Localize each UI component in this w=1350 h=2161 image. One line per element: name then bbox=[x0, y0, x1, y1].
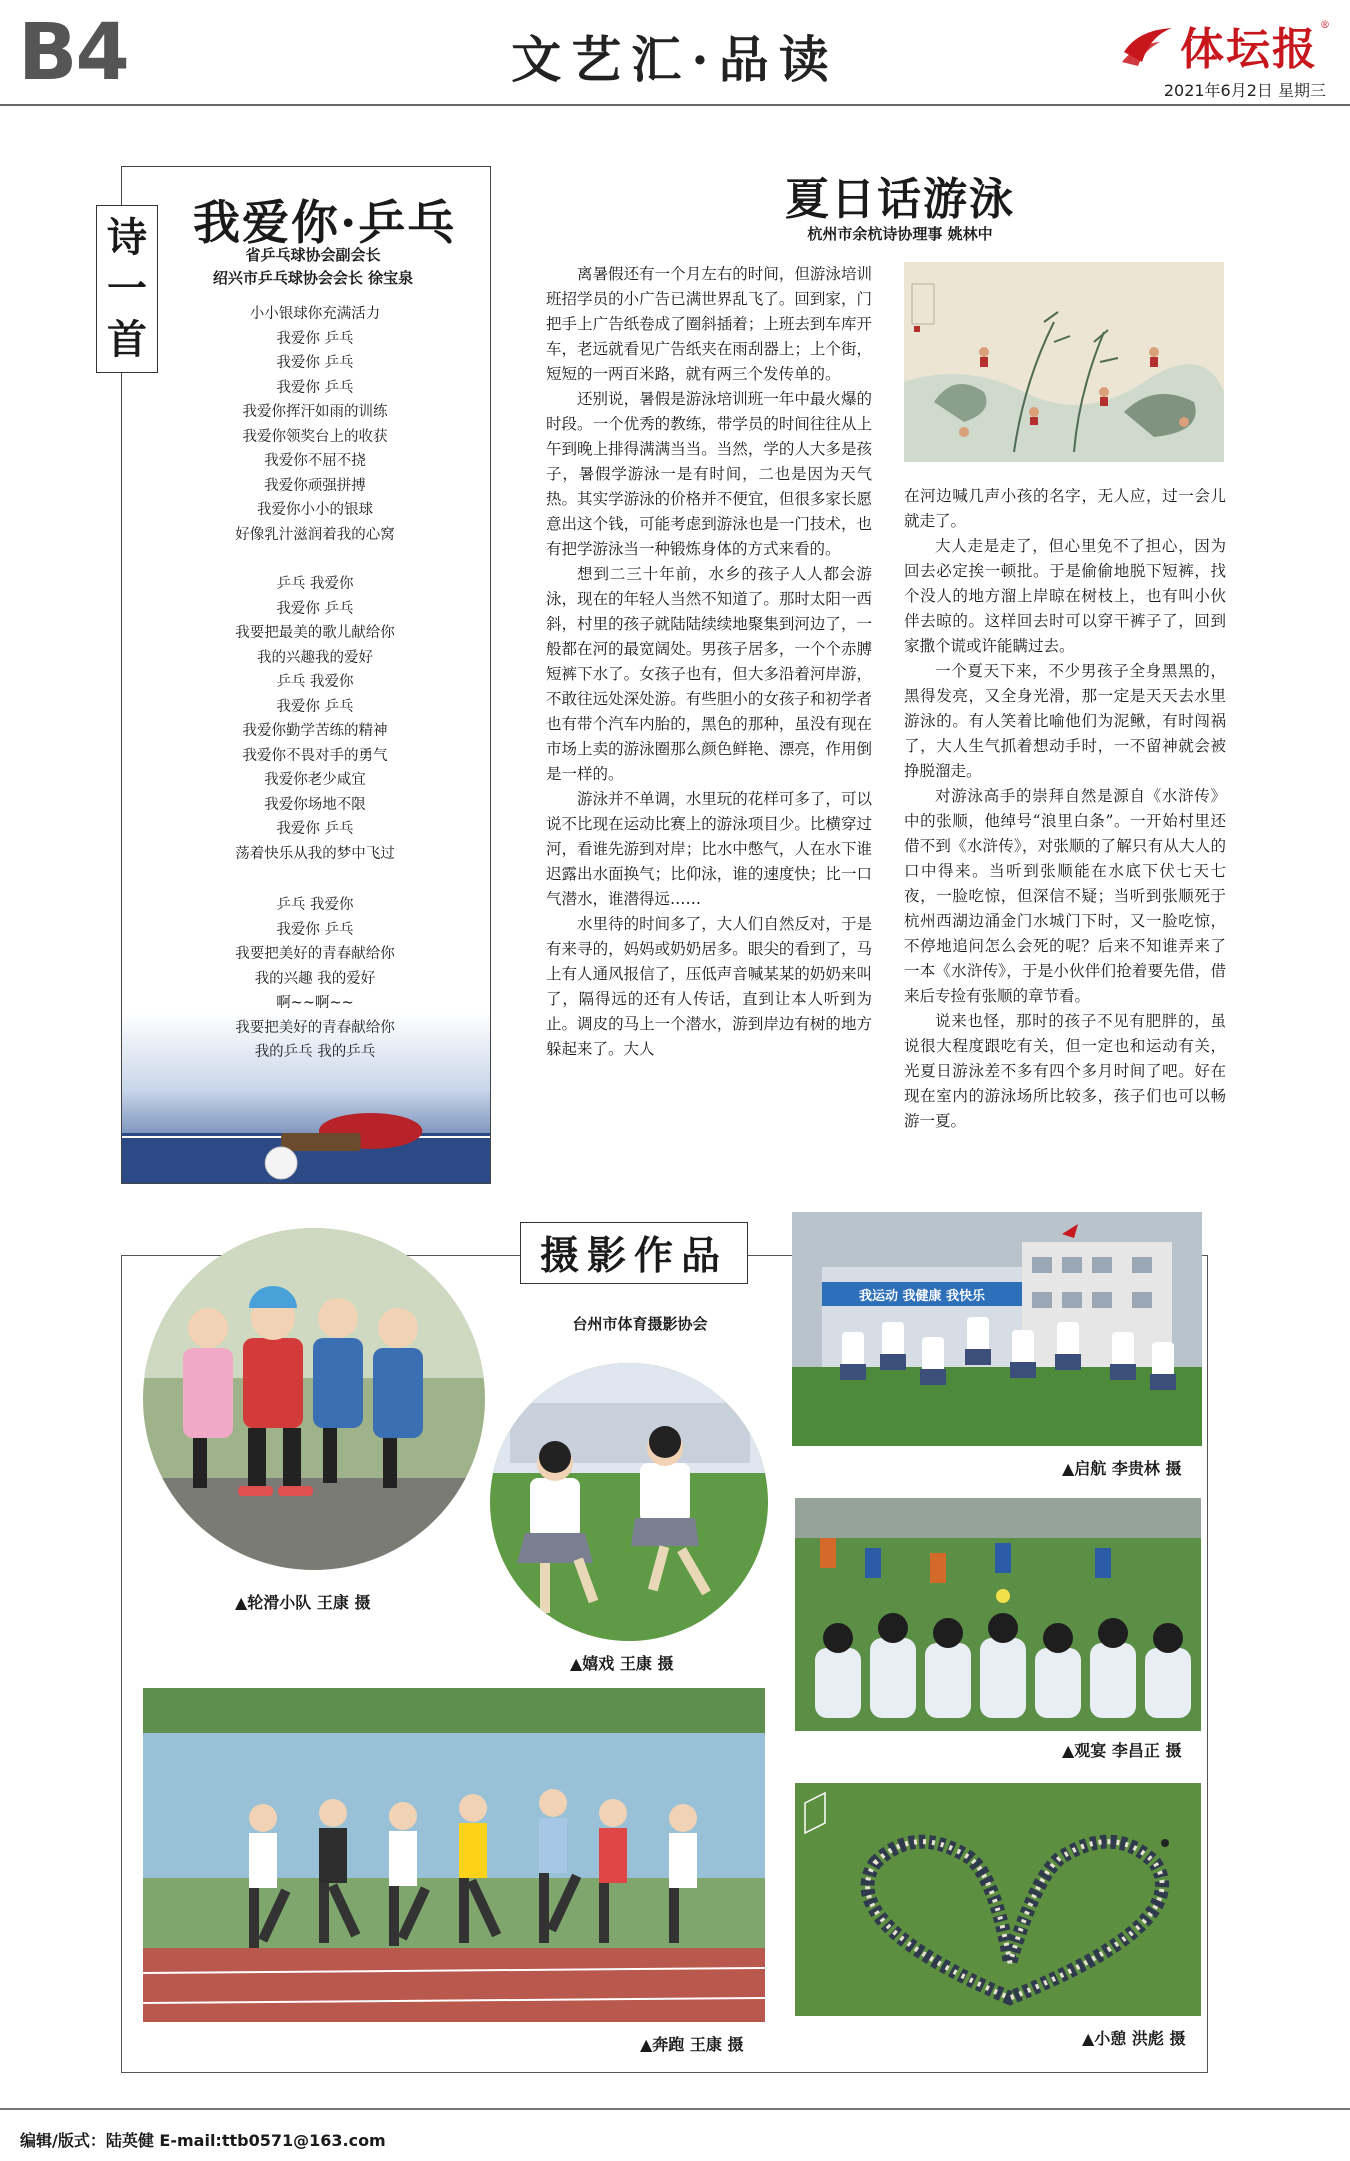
article-paragraph: 离暑假还有一个月左右的时间，但游泳培训班招学员的小广告已满世界乱飞了。回到家，门把手上广告纸卷成了圈斜插着；上班去到车库开车，老远就看见广告纸夹在雨刮器上；上个街，短短的一两百米路，就有两三个发传单的。 bbox=[546, 265, 872, 383]
masthead-divider bbox=[0, 104, 1350, 106]
article-paragraph: 一个夏天下来，不少男孩子全身黑黑的，黑得发亮，又全身光滑，那一定是天天去水里游泳的。有人笑着比喻他们为泥鳅，有时闯祸了，大人生气抓着想动手时，一不留神就会被挣脱溜走。 bbox=[904, 662, 1226, 780]
poem-line: 啊~~啊~~ bbox=[276, 995, 354, 1011]
poem-line: 我爱你 乒乓 bbox=[276, 600, 354, 617]
article-paragraph: 说来也怪，那时的孩子不见有肥胖的，虽说很大程度跟吃有关，但一定也和运动有关，光夏日游泳差不多有四个多月时间了吧。好在现在室内的游泳场所比较多，孩子们也可以畅游一夏。 bbox=[904, 1012, 1226, 1130]
article-paragraph: 游泳并不单调，水里玩的花样可多了，可以说不比现在运动比赛上的游泳项目少。比横穿过河，看谁先游到对岸；比水中憋气，人在水下谁迟露出水面换气；比仰泳，谁的速度快；比一口气潜水，谁潜得远…… bbox=[546, 790, 872, 908]
poem-line: 我爱你挥汗如雨的训练 bbox=[242, 404, 388, 420]
caption-running: ▲奔跑 王康 摄 bbox=[640, 2035, 744, 2054]
poem-line: 我的兴趣 我的爱好 bbox=[254, 970, 376, 987]
article-paragraph: 还别说，暑假是游泳培训班一年中最火爆的时段。一个优秀的教练，带学员的时间往往从上午到晚上排得满满当当。当然，学的人大多是孩子，暑假学游泳一是有时间，二也是因为天气热。其实学游泳的价格并不便宜，但很多家长愿意出这个钱，可能考虑到游泳也是一门技术，也有把学游泳当一种锻炼身体的方式来看的。 bbox=[546, 390, 872, 558]
poem-line: 我爱你 乒乓 bbox=[276, 921, 354, 938]
poem-line: 我爱你 乒乓 bbox=[276, 379, 354, 396]
poem-line: 我爱你不畏对手的勇气 bbox=[242, 747, 388, 764]
poem-title: 我爱你·乒乓 bbox=[193, 196, 457, 251]
photo-running[interactable] bbox=[143, 1688, 765, 2022]
launch-banner-text: 我运动 我健康 我快乐 bbox=[858, 1289, 986, 1304]
masthead bbox=[0, 0, 1350, 104]
poem-stanza-2 bbox=[220, 572, 410, 866]
poem-line: 小小银球你充满活力 bbox=[249, 306, 381, 322]
section-title: 文艺汇·品读 bbox=[511, 30, 839, 89]
page-number: B4 bbox=[18, 8, 128, 98]
photo-play[interactable] bbox=[490, 1363, 768, 1641]
poem-line: 我要把美好的青春献给你 bbox=[235, 946, 395, 962]
footer-divider bbox=[0, 2108, 1350, 2110]
caption-rest: ▲小憩 洪彪 摄 bbox=[1082, 2029, 1186, 2048]
poem-line: 我的兴趣我的爱好 bbox=[257, 649, 373, 666]
poem-line: 乒乓 我爱你 bbox=[276, 576, 354, 592]
caption-play: ▲嬉戏 王康 摄 bbox=[570, 1654, 674, 1673]
poem-section-tag bbox=[96, 205, 158, 373]
poem-line: 好像乳汁滋润着我的心窝 bbox=[235, 526, 395, 543]
poem-line: 我爱你 乒乓 bbox=[276, 698, 354, 715]
article-paragraph: 水里待的时间多了，大人们自然反对，于是有来寻的，妈妈或奶奶居多。眼尖的看到了，马上有人通风报信了，压低声音喊某某的奶奶来叫了，隔得远的还有人传话，直到让本人听到为止。调皮的马上一个潜水，游到岸边有树的地方躲起来了。大人 bbox=[546, 915, 872, 1058]
poem-author-title: 省乒乓球协会副会长 bbox=[245, 246, 381, 264]
article-title: 夏日话游泳 bbox=[785, 174, 1015, 225]
poem-line: 我爱你勤学苦练的精神 bbox=[242, 723, 388, 739]
poem-line: 我爱你不屈不挠 bbox=[264, 453, 366, 469]
caption-launch: ▲启航 李贵林 摄 bbox=[1062, 1459, 1182, 1478]
poem-line: 我爱你小小的银球 bbox=[257, 502, 373, 518]
poem-line: 我要把美好的青春献给你 bbox=[235, 1019, 395, 1036]
footer-credit: 编辑/版式：陆英健 E-mail:ttb0571@163.com bbox=[20, 2131, 386, 2150]
article-paragraph: 想到二三十年前，水乡的孩子人人都会游泳，现在的年轻人当然不知道了。那时太阳一西斜，村里的孩子就陆陆续续地聚集到河边了，一般都在河的最宽阔处。男孩子居多，一个个赤膊短裤下水了。女孩子也有，但大多沿着河岸游，不敢往远处深处游。有些胆小的女孩子和初学者也有带个汽车内胎的，黑色的那种，虽没有现在市场上卖的游泳圈那么颜色鲜艳、漂亮，作用倒是一样的。 bbox=[546, 565, 872, 783]
paper-name: 体坛报 bbox=[1180, 24, 1318, 75]
caption-watch: ▲观宴 李昌正 摄 bbox=[1062, 1741, 1182, 1760]
article-paragraph: 在河边喊几声小孩的名字，无人应，过一会儿就走了。 bbox=[904, 487, 1226, 530]
paper-logo[interactable] bbox=[1120, 20, 1330, 75]
registered-mark: ® bbox=[1320, 20, 1330, 31]
photo-launch[interactable] bbox=[792, 1212, 1202, 1446]
article-column-2 bbox=[904, 484, 1226, 1164]
poem-line: 我的乒乓 我的乒乓 bbox=[254, 1044, 376, 1060]
poem-line: 我爱你领奖台上的收获 bbox=[242, 428, 388, 445]
poem-line: 乒乓 我爱你 bbox=[276, 897, 354, 913]
poem-line: 我爱你 乒乓 bbox=[276, 330, 354, 347]
poem-stanza-1 bbox=[220, 302, 410, 547]
poem-line: 我爱你 乒乓 bbox=[276, 355, 354, 371]
article-byline: 杭州市余杭诗协理事 姚林中 bbox=[807, 225, 993, 243]
poem-author bbox=[208, 244, 418, 290]
swimming-painting bbox=[904, 262, 1224, 462]
article-paragraph: 对游泳高手的崇拜自然是源自《水浒传》中的张顺，他绰号“浪里白条”。一开始村里还借不到《水浒传》，对张顺的了解只有从大人的口中得来。当听到张顺能在水底下伏七天七夜，一脸吃惊，但深信不疑；当听到张顺死于杭州西湖边涌金门水城门下时，又一脸吃惊，不停地追问怎么会死的呢？后来不知谁弄来了一本《水浒传》，于是小伙伴们抢着要先借，借来后专捡有张顺的章节看。 bbox=[904, 787, 1226, 1005]
poem-line: 乒乓 我爱你 bbox=[276, 674, 354, 690]
tag-char-3: 首 bbox=[107, 316, 147, 364]
photo-section-title: 摄影作品 bbox=[539, 1233, 728, 1279]
publication-date: 2021年6月2日 星期三 bbox=[1163, 81, 1326, 100]
poem-author-name: 绍兴市乒乓球协会会长 徐宝泉 bbox=[212, 269, 414, 287]
photo-organization: 台州市体育摄影协会 bbox=[572, 1315, 708, 1333]
article-paragraph: 大人走是走了，但心里免不了担心，因为回去必定挨一顿批。于是偷偷地脱下短裤，找个没人的地方溜上岸晾在树枝上，也有叫小伙伴去晾的。这样回去时可以穿干裤子了，回到家撒个谎或许能瞒过去。 bbox=[904, 537, 1226, 655]
photo-skating[interactable] bbox=[143, 1228, 485, 1570]
logo-swoosh-icon bbox=[1120, 22, 1176, 68]
photo-watch[interactable] bbox=[795, 1498, 1201, 1731]
poem-line: 我爱你 乒乓 bbox=[276, 821, 354, 837]
caption-skating: ▲轮滑小队 王康 摄 bbox=[235, 1593, 371, 1612]
poem-stanza-3 bbox=[220, 893, 410, 1065]
poem-line: 荡着快乐从我的梦中飞过 bbox=[235, 845, 395, 862]
poem-line: 我要把最美的歌儿献给你 bbox=[235, 625, 395, 641]
photo-rest[interactable] bbox=[795, 1783, 1201, 2016]
poem-line: 我爱你老少咸宜 bbox=[264, 772, 366, 788]
tag-char-1: 诗 bbox=[107, 213, 147, 261]
article-column-1 bbox=[546, 262, 872, 1162]
photo-section-label bbox=[520, 1222, 748, 1284]
tag-char-2: 一 bbox=[107, 264, 147, 312]
poem-line: 我爱你顽强拼搏 bbox=[264, 477, 366, 494]
poem-line: 我爱你场地不限 bbox=[264, 796, 366, 813]
